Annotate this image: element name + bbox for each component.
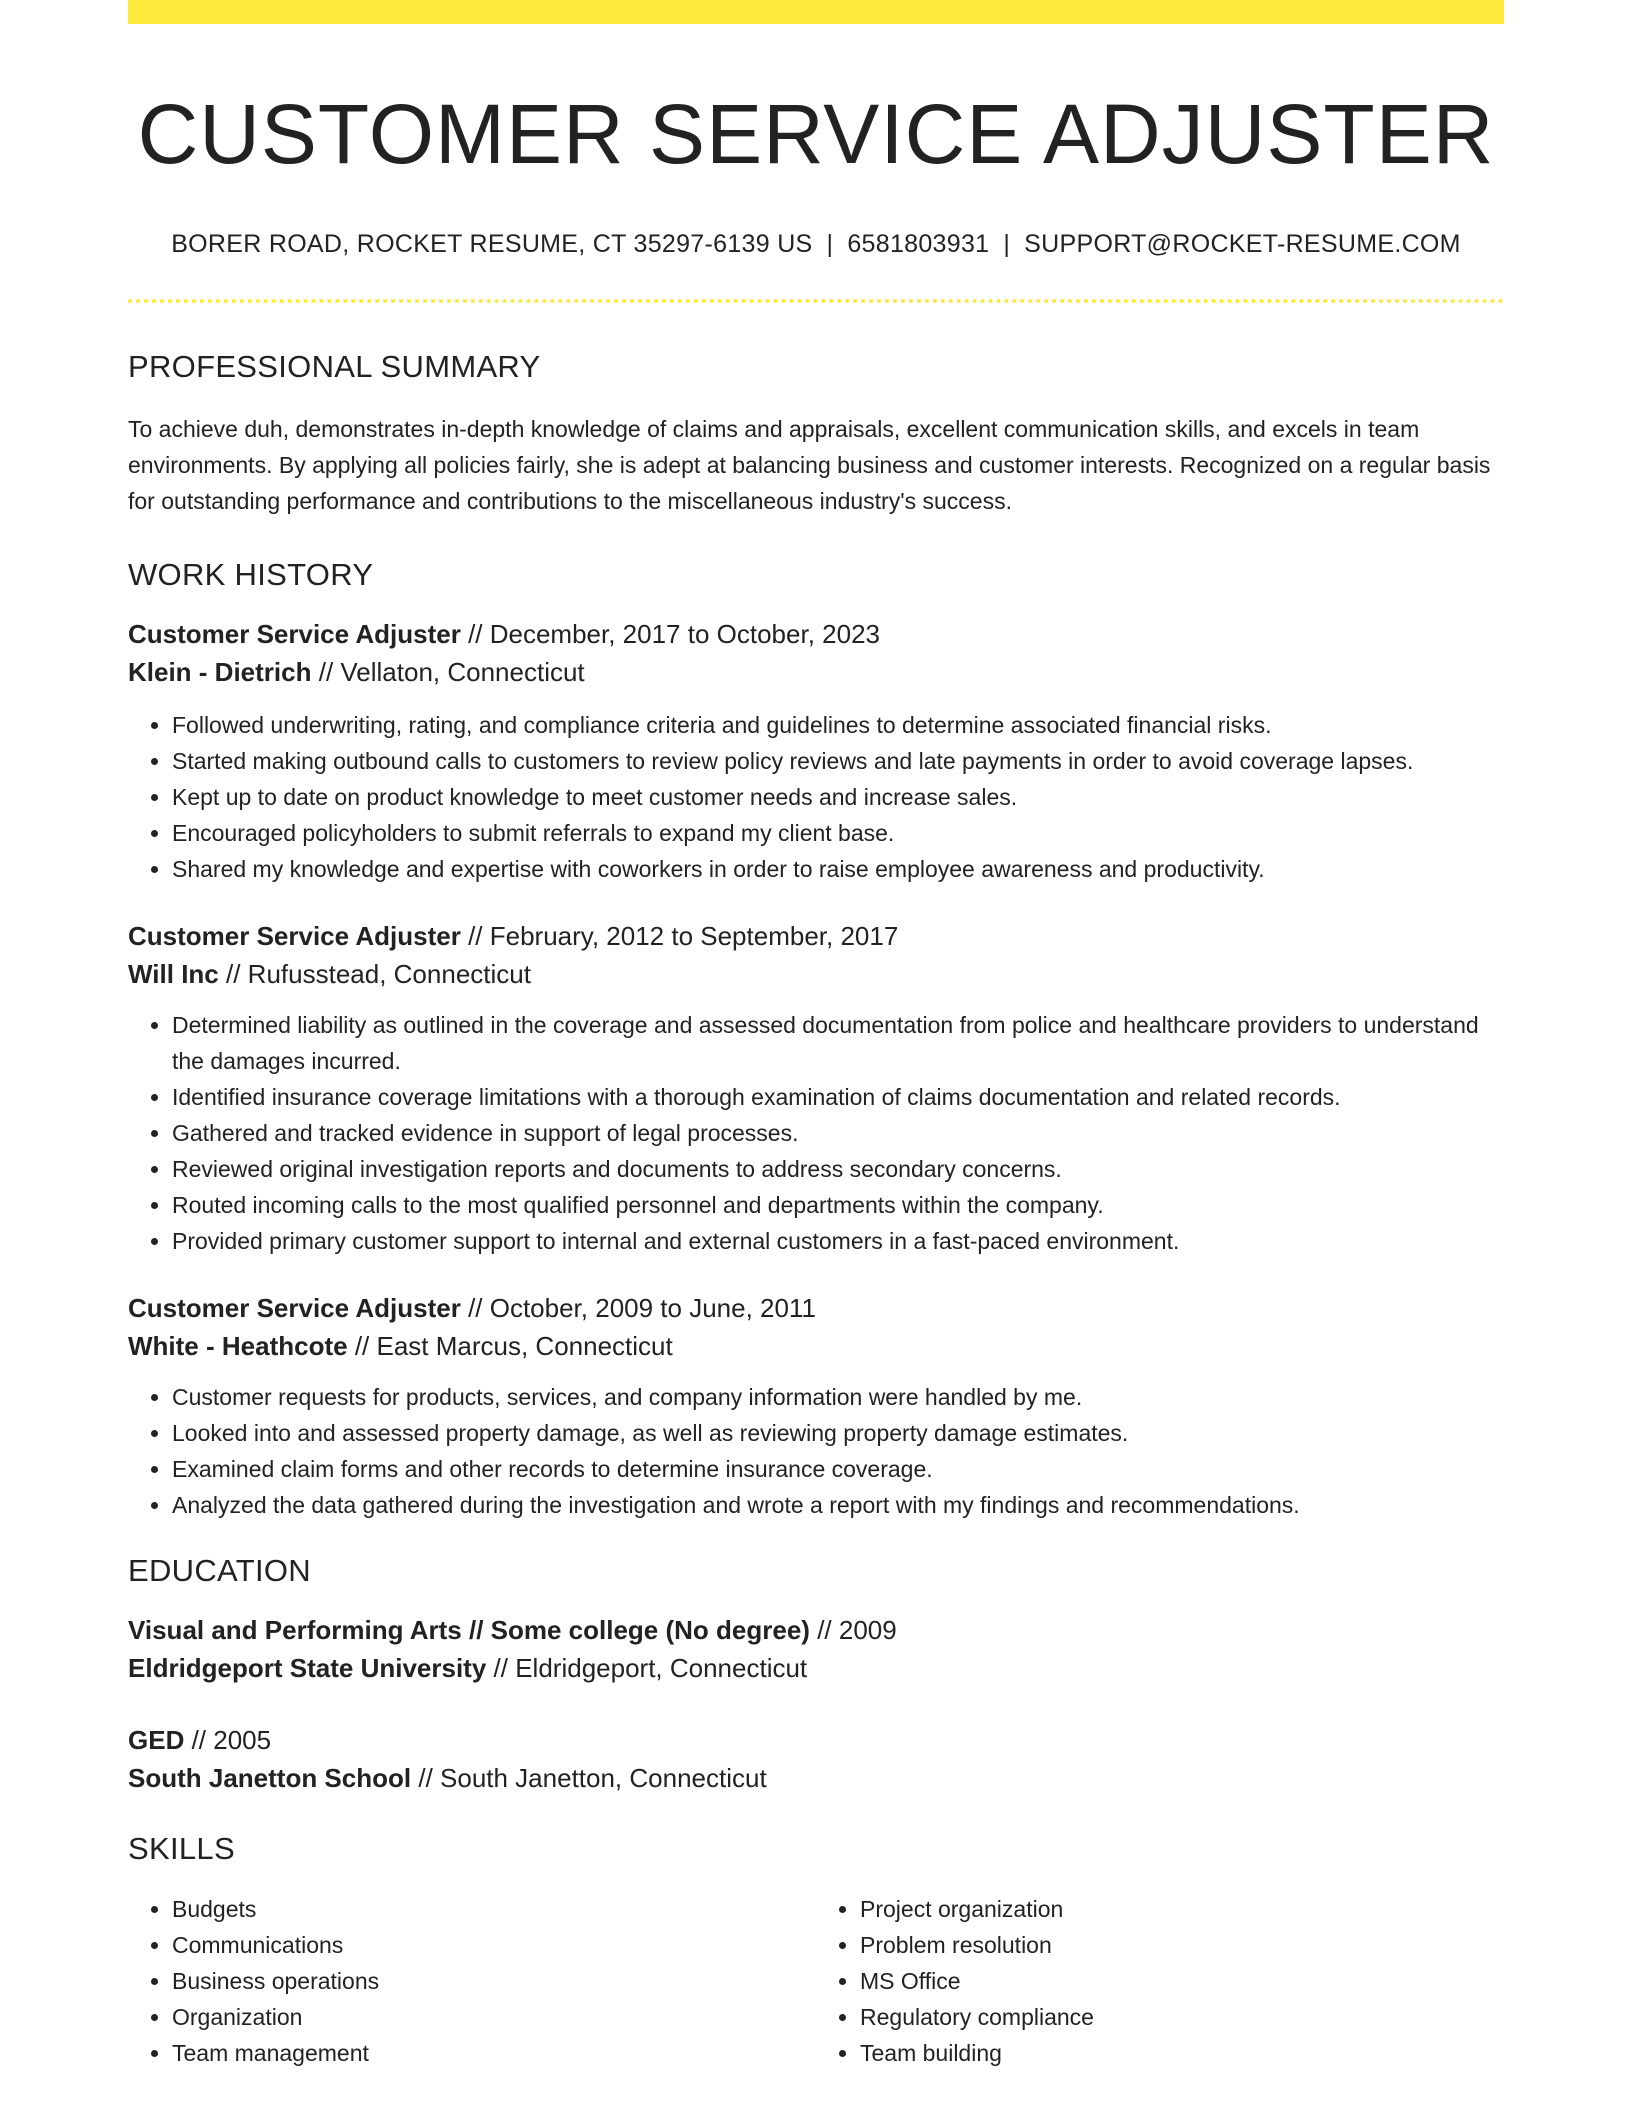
job-bullet: • Reviewed original investigation reports and documents to address secondary concerns.: [172, 1151, 1504, 1187]
skills-column-left: [128, 1891, 816, 2071]
job-bullet: • Provided primary customer support to internal and external customers in a fast-paced environment.: [172, 1223, 1504, 1259]
job-entry: [128, 615, 1504, 887]
job-bullet: • Started making outbound calls to customers to review policy reviews and late payments in order to avoid coverage lapses.: [172, 743, 1504, 779]
job-title: Customer Service Adjuster: [128, 1293, 461, 1324]
skill-item: • Business operations: [172, 1963, 816, 1999]
resume-title: CUSTOMER SERVICE ADJUSTER: [137, 87, 1495, 181]
job-bullet: • Gathered and tracked evidence in support of legal processes.: [172, 1115, 1504, 1151]
education-entry: [128, 1611, 1504, 1687]
education-location: // South Janetton, Connecticut: [418, 1763, 767, 1794]
skill-item: • Problem resolution: [860, 1927, 1504, 1963]
skill-item: • Project organization: [860, 1891, 1504, 1927]
contact-address: BORER ROAD, ROCKET RESUME, CT 35297-6139 US: [171, 230, 813, 259]
job-title-line: [128, 615, 1504, 653]
contact-line: [128, 230, 1504, 259]
education-year: // 2009: [817, 1615, 897, 1646]
job-title: Customer Service Adjuster: [128, 921, 461, 952]
contact-separator: |: [1003, 230, 1011, 259]
job-bullet: • Determined liability as outlined in the coverage and assessed documentation from police and healthcare providers to understand the damages incurred.: [172, 1007, 1504, 1079]
job-company-line: [128, 653, 1504, 691]
education-location: // Eldridgeport, Connecticut: [493, 1653, 808, 1684]
contact-email: SUPPORT@ROCKET-RESUME.COM: [1024, 230, 1461, 259]
education-school-line: [128, 1649, 1504, 1687]
education-degree: GED: [128, 1725, 185, 1756]
job-company: Klein - Dietrich: [128, 657, 312, 688]
skill-item: • Regulatory compliance: [860, 1999, 1504, 2035]
contact-phone: 6581803931: [847, 230, 990, 259]
skill-item: • Organization: [172, 1999, 816, 2035]
skills-heading: SKILLS: [128, 1831, 235, 1867]
job-dates: // December, 2017 to October, 2023: [468, 619, 880, 650]
job-dates: // February, 2012 to September, 2017: [468, 921, 899, 952]
job-bullet: • Encouraged policyholders to submit referrals to expand my client base.: [172, 815, 1504, 851]
work-history-heading: WORK HISTORY: [128, 557, 374, 593]
dotted-divider: [128, 299, 1504, 303]
job-bullet: • Looked into and assessed property damage, as well as reviewing property damage estimates.: [172, 1415, 1504, 1451]
job-bullet: • Followed underwriting, rating, and compliance criteria and guidelines to determine associated financial risks.: [172, 707, 1504, 743]
top-accent-bar: [128, 0, 1504, 24]
education-degree-line: [128, 1611, 1504, 1649]
skills-list: [128, 1891, 1504, 2071]
education-entry: [128, 1721, 1504, 1797]
education-heading: EDUCATION: [128, 1553, 311, 1589]
skill-item: • Communications: [172, 1927, 816, 1963]
job-bullet: • Identified insurance coverage limitations with a thorough examination of claims documentation and related records.: [172, 1079, 1504, 1115]
summary-text: To achieve duh, demonstrates in-depth knowledge of claims and appraisals, excellent communication skills, and excels in team environments. By applying all policies fairly, she is adept at balancing business and customer interests. Recognized on a regular basis for outstanding performance and contributions to the miscellaneous industry's success.: [128, 416, 1491, 515]
skill-item: • Budgets: [172, 1891, 816, 1927]
job-location: // Vellaton, Connecticut: [318, 657, 585, 688]
job-bullets: [128, 1379, 1504, 1523]
job-company-line: [128, 1327, 1504, 1365]
job-location: // East Marcus, Connecticut: [354, 1331, 673, 1362]
job-bullet: • Shared my knowledge and expertise with coworkers in order to raise employee awareness and productivity.: [172, 851, 1504, 887]
job-company: White - Heathcote: [128, 1331, 348, 1362]
job-entry: [128, 1289, 1504, 1523]
job-title-line: [128, 1289, 1504, 1327]
job-title: Customer Service Adjuster: [128, 619, 461, 650]
education-degree: Visual and Performing Arts // Some college (No degree): [128, 1615, 810, 1646]
job-bullet: • Analyzed the data gathered during the investigation and wrote a report with my findings and recommendations.: [172, 1487, 1504, 1523]
education-degree-line: [128, 1721, 1504, 1759]
skills-column-right: [816, 1891, 1504, 2071]
summary-heading: PROFESSIONAL SUMMARY: [128, 349, 541, 385]
job-location: // Rufusstead, Connecticut: [226, 959, 531, 990]
education-school: Eldridgeport State University: [128, 1653, 487, 1684]
education-school: South Janetton School: [128, 1763, 412, 1794]
job-dates: // October, 2009 to June, 2011: [468, 1293, 816, 1324]
job-entry: [128, 917, 1504, 1259]
skill-item: • Team management: [172, 2035, 816, 2071]
resume-page: [128, 0, 1504, 2112]
job-bullets: [128, 707, 1504, 887]
skill-item: • MS Office: [860, 1963, 1504, 1999]
job-bullets: [128, 1007, 1504, 1259]
job-bullet: • Routed incoming calls to the most qualified personnel and departments within the company.: [172, 1187, 1504, 1223]
job-title-line: [128, 917, 1504, 955]
contact-separator: |: [826, 230, 834, 259]
job-company: Will Inc: [128, 959, 219, 990]
job-bullet: • Customer requests for products, services, and company information were handled by me.: [172, 1379, 1504, 1415]
education-year: // 2005: [191, 1725, 272, 1756]
education-school-line: [128, 1759, 1504, 1797]
job-company-line: [128, 955, 1504, 993]
skill-item: • Team building: [860, 2035, 1504, 2071]
job-bullet: • Kept up to date on product knowledge to meet customer needs and increase sales.: [172, 779, 1504, 815]
job-bullet: • Examined claim forms and other records to determine insurance coverage.: [172, 1451, 1504, 1487]
